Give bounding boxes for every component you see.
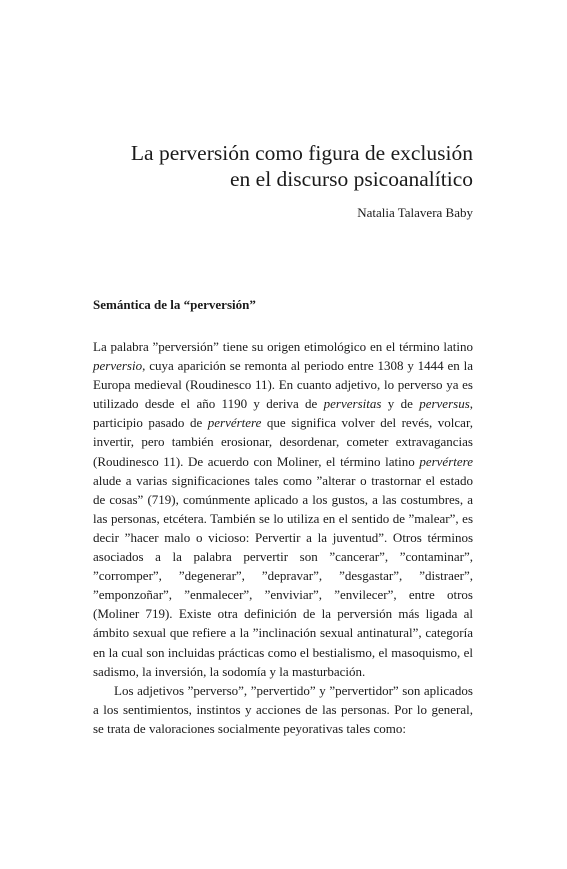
- italic-term: pervértere: [207, 415, 262, 431]
- text-run: que significa volver del revés, volcar, invertir, pero también erosionar, desordenar, cometer extravagancias (Roudinesco 11). De acuerdo con Moliner, el término latino: [93, 415, 474, 469]
- section-heading: Semántica de la “perversión”: [93, 297, 256, 312]
- paragraph: [93, 337, 473, 681]
- body-text: [93, 337, 473, 738]
- text-run: , participio pasado de: [93, 396, 473, 431]
- text-run: La palabra ”perversión” tiene su origen etimológico en el término latino: [93, 339, 473, 354]
- text-run: Los adjetivos ”perverso”, ”pervertido” y ”pervertidor” son aplicados a los sentimientos, instintos y acciones de las personas. Por lo general, se trata de valoraciones socialmente peyorativas tales como:: [93, 682, 473, 736]
- chapter-title: [60, 140, 473, 192]
- paragraph: [93, 681, 473, 738]
- chapter-title-line-1: La perversión como figura de exclusión: [130, 141, 473, 165]
- italic-term: perversio: [93, 358, 143, 374]
- chapter-title-line-2: en el discurso psicoanalítico: [230, 167, 473, 191]
- text-run: , cuya aparición se remonta al periodo entre 1308 y 1444 en la Europa medieval (Roudinesco 11). En cuanto adjetivo, lo perverso ya es utilizado desde el año 1190 y deriva de: [93, 358, 473, 412]
- text-run: alude a varias significaciones tales como ”alterar o trastornar el estado de cosas” (719), comúnmente aplicado a los gustos, a las costumbres, a las personas, etcétera. También se lo utiliza en el sentido de ”malear”, es decir ”hacer malo o vicioso: Pervertir a la juventud”. Otros términos asociados a la palabra pervertir son ”cancerar”, ”contaminar”, ”corromper”, ”degenerar”, ”depravar”, ”desgastar”, ”distraer”, ”emponzoñar”, ”enmalecer”, ”enviviar”, ”envilecer”, entre otros (Moliner 719). Existe otra definición de la perversión más ligada al ámbito sexual que refiere a la ”inclinación sexual antinatural”, categoría en la cual son incluidas prácticas como el bestialismo, el masoquismo, el sadismo, la inversión, la sodomía y la masturbación.: [93, 472, 473, 679]
- italic-term: perversus: [419, 396, 470, 412]
- text-run: y de: [381, 396, 420, 412]
- author-name: Natalia Talavera Baby: [357, 205, 473, 220]
- italic-term: perversitas: [323, 396, 382, 412]
- italic-term: pervértere: [419, 453, 473, 469]
